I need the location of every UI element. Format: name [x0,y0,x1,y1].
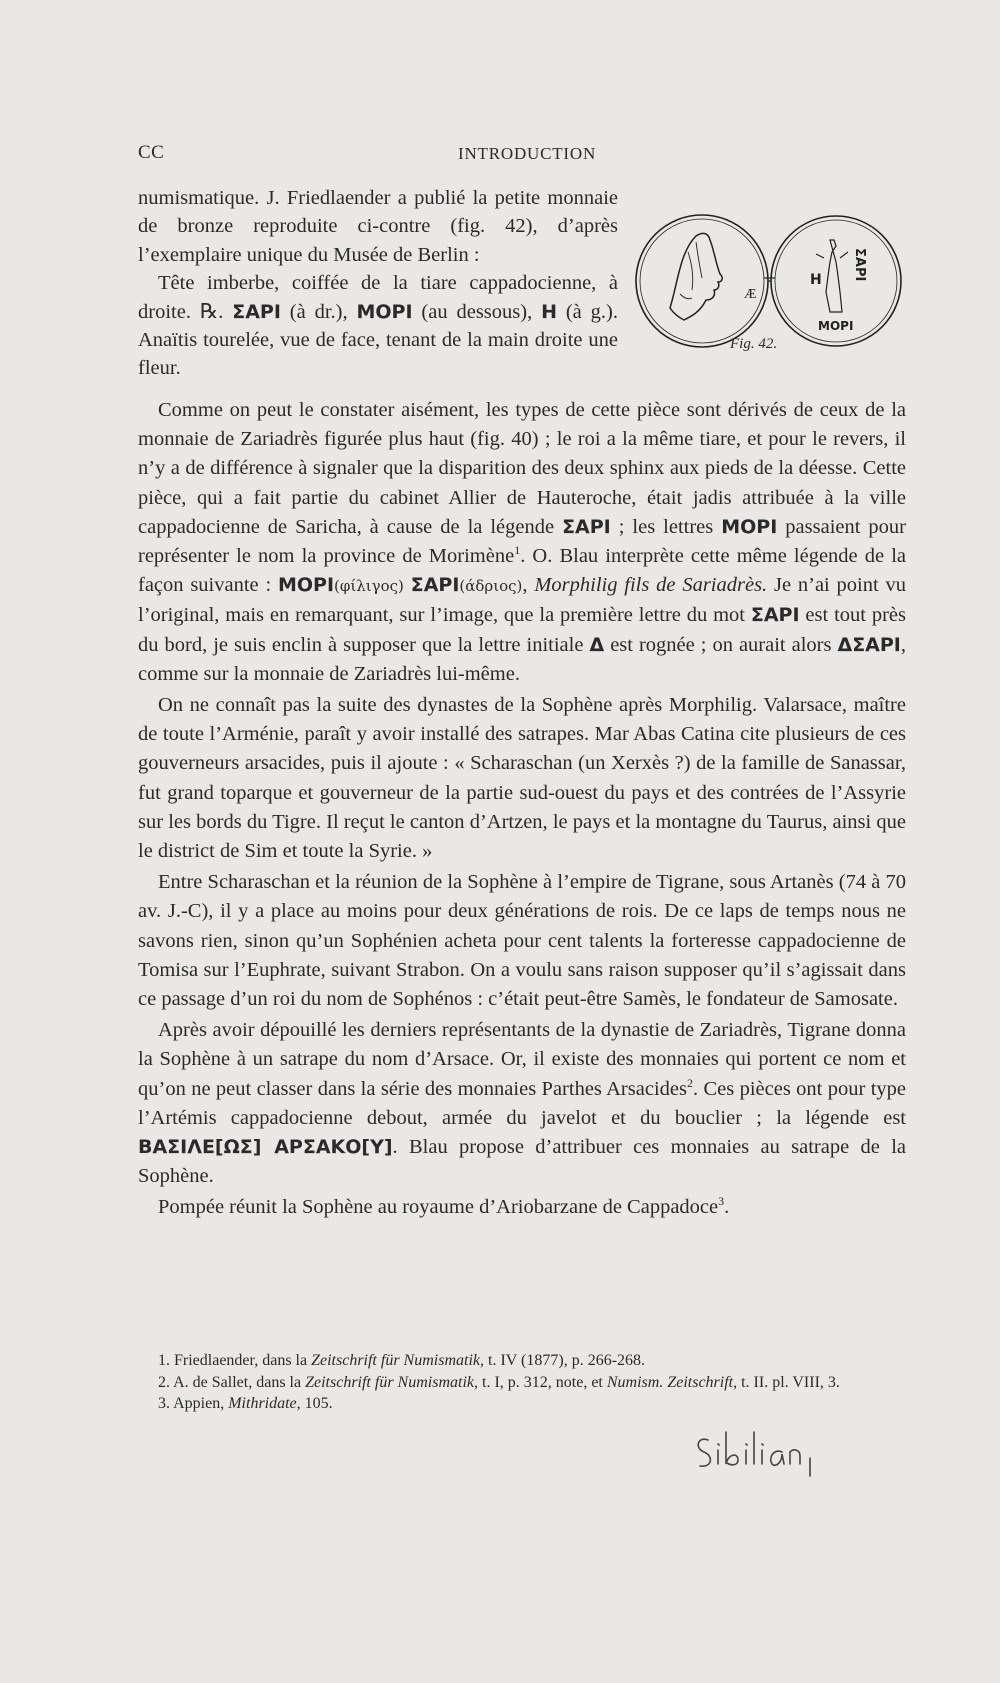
bronze-mark: Æ [744,287,757,302]
rev-legend-left: Η [810,272,822,288]
recipe-symbol: ℞. [199,300,224,323]
coin-figure [630,212,910,382]
footnote-3: 3. Appien, Mithridate, 105. [158,1395,333,1412]
footnote-ref-1[interactable]: 1 [514,543,521,558]
paragraph-types: Comme on peut le constater aisément, les types de cette pièce sont dérivés de ceux de la monnaie de Zariadrès figurée plus haut (fig. 40) ; le roi a la même tiare, et pour le revers, il n’y a de différence à signaler que la disparition des deux sphinx aux pieds de la déesse. Cette pièce, qui a fait partie du cabinet Allier de Hauteroche, était jadis attribuée à la ville cappadocienne de Saricha, à cause de la légende ΣΑΡΙ ; les lettres ΜΟΡΙ passaient pour représenter le nom la province de Morimène$^1$. O. Blau interprète cette même légende de la façon suivante : ΜΟΡΙ(φίλιγος) ΣΑΡΙ(άδριος), Morphilig fils de Sariadrès. Je n’ai point vu l’original, mais en remarquant, sur l’image, que la première lettre du mot ΣΑΡΙ est tout près du bord, je suis enclin à supposer que la lettre initiale Δ est rognée ; on aurait alors ΔΣΑΡΙ, comme sur la monnaie de Zariadrès lui-même. [138,399,907,685]
paragraph-scharaschan: Entre Scharaschan et la réunion de la Sophène à l’empire de Tigrane, sous Artanès (74 à 70 av. J.-C), il y a place au moins pour deux générations de rois. De ce laps de temps nous ne savons rien, sinon qu’un Sophénien acheta pour cent talents la forteresse cappadocienne de Tomisa sur l’Euphrate, suivant Strabon. On a voulu sans raison supposer qu’il s’agissait dans ce passage d’un roi du nom de Sophénos : c’était peut-être Samès, le fondateur de Samosate. [138,871,906,1011]
rev-legend-bottom: ΜΟΡΙ [818,319,854,333]
footnote-ref-3[interactable]: 3 [718,1194,725,1209]
footnote-ref-2[interactable]: 2 [686,1075,693,1090]
handwritten-signature [688,1418,838,1483]
running-title: INTRODUCTION [458,144,597,163]
coin-description: Tête imberbe, coiffée de la tiare cappadocienne, à droite. ℞. ΣΑΡΙ (à dr.), ΜΟΡΙ (au dessous), Η (à g.). Anaïtis tourelée, vue de face, tenant de la main droite une fleur. [138,272,618,380]
anaitis-figure-drawing [826,240,842,312]
rev-legend-right: ΣΑΡΙ [852,248,867,282]
tiara-head-drawing [670,233,722,320]
intro-line: numismatique. J. Friedlaender a publié la petite monnaie de bronze reproduite ci-contre (fig. 42), d’après l’exemplaire unique du Musée de Berlin : [138,187,618,266]
page-number: CC [138,142,165,163]
body-text [138,396,906,1225]
intro-paragraph [138,184,618,383]
obverse-coin-outline [636,215,768,347]
footnote-2: 2. A. de Sallet, dans la Zeitschrift für Numismatik, t. I, p. 312, note, et Numism. Zeitschrift, t. II. pl. VIII, 3. [158,1373,840,1391]
coin-illustration [630,212,910,350]
paragraph-arsace: Après avoir dépouillé les derniers représentants de la dynastie de Zariadrès, Tigrane donna la Sophène à un satrape du nom d’Arsace. Or, il existe des monnaies qui portent ce nom et qu’on ne peut classer dans la série des monnaies Parthes Arsacides$^2$. Ces pièces ont pour type l’Artémis cappadocienne debout, armée du javelot et du bouclier ; la légende est ΒΑΣΙΛΕ[ΩΣ] ΑΡΣΑΚΟ[Υ]. Blau propose d’attribuer ces monnaies au satrape de la Sophène. [138,1019,906,1188]
signature-drawing [688,1418,838,1478]
paragraph-pompee: Pompée réunit la Sophène au royaume d’Ariobarzane de Cappadoce$^3$. [158,1194,730,1219]
footnote-1: 1. Friedlaender, dans la Zeitschrift für Numismatik, t. IV (1877), p. 266-268. [158,1352,646,1369]
paragraph-dynastes: On ne connaît pas la suite des dynastes de la Sophène après Morphilig. Valarsace, maître de toute l’Arménie, paraît y avoir installé des satrapes. Mar Abas Catina cite plusieurs de ces gouverneurs arsacides, puis il ajoute : « Scharaschan (un Xerxès ?) de la famille de Sanassar, fut grand toparque et gouverneur de la partie sud-ouest du pays et des contrées de l’Assyrie sur les bords du Tigre. Il reçut le canton d’Artzen, le pays et la montagne du Taurus, ainsi que le district de Sim et toute la Syrie. » [138,694,906,863]
figure-caption: Fig. 42. [730,336,778,352]
footnotes [138,1350,906,1415]
